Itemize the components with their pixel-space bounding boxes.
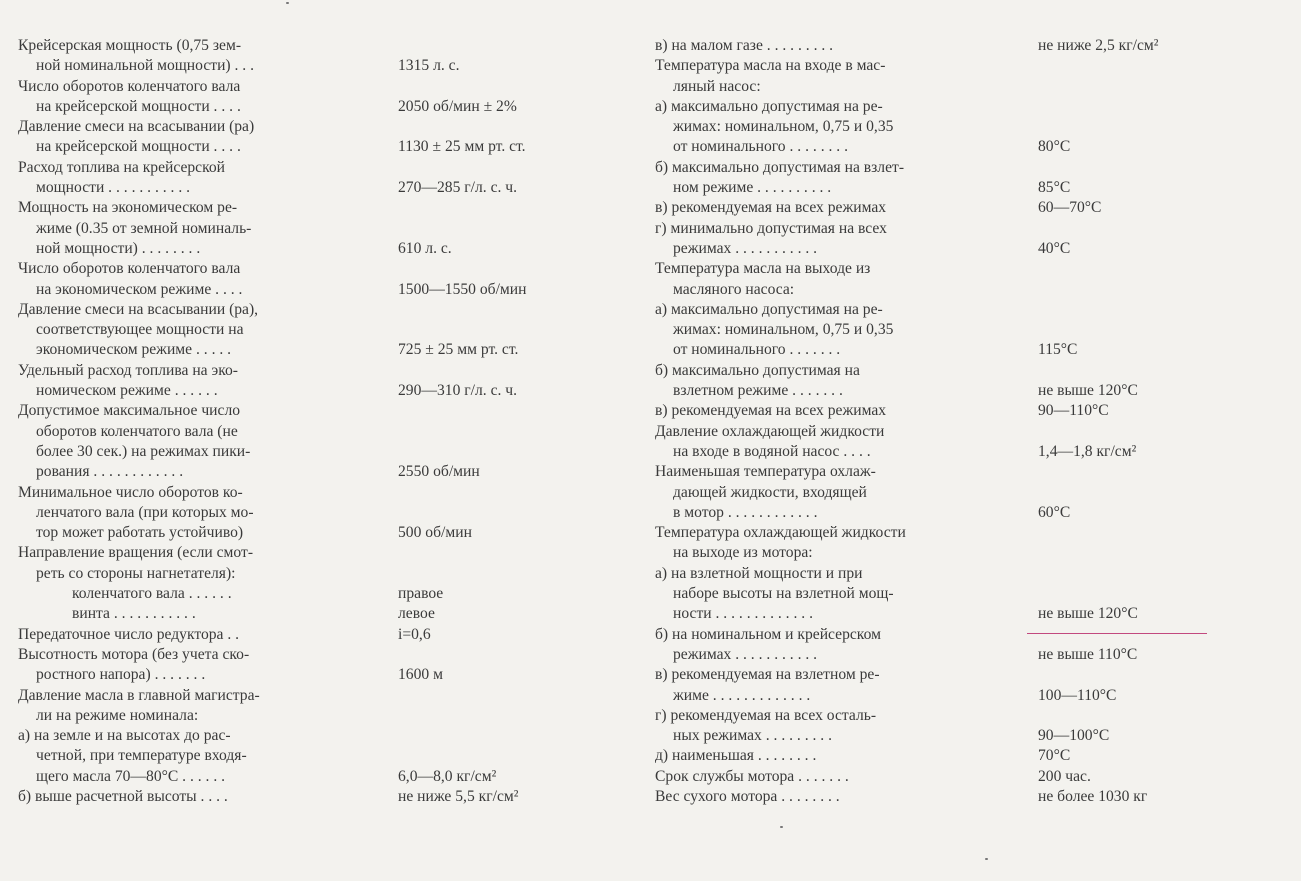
- spec-row: [655, 97, 1275, 117]
- spec-label: в) рекомендуемая на взлетном ре-: [655, 666, 880, 684]
- spec-label: Наименьшая температура охлаж-: [655, 463, 876, 481]
- spec-label: режимах . . . . . . . . . . .: [673, 645, 818, 663]
- spec-value: 1130 ± 25 мм рт. ст.: [398, 138, 526, 156]
- spec-label: Срок службы мотора . . . . . . .: [655, 767, 849, 785]
- spec-label: ном режиме . . . . . . . . . .: [673, 179, 832, 197]
- spec-label: Высотность мотора (без учета ско-: [18, 645, 250, 663]
- spec-label: коленчатого вала . . . . . .: [72, 585, 232, 603]
- spec-label: на входе в водяной насос . . . .: [673, 442, 871, 460]
- spec-row: [18, 36, 618, 56]
- spec-row: [655, 543, 1275, 563]
- spec-value: не выше 120°С: [1038, 382, 1138, 400]
- spec-label: Мощность на экономическом ре-: [18, 199, 238, 217]
- spec-row: [655, 584, 1275, 604]
- spec-row: [655, 442, 1275, 462]
- spec-label: в) рекомендуемая на всех режимах: [655, 199, 887, 217]
- spec-row: [18, 665, 618, 685]
- spec-row: [18, 320, 618, 340]
- spec-value: 40°С: [1038, 239, 1071, 257]
- spec-label: от номинального . . . . . . .: [673, 341, 841, 359]
- spec-row: [18, 503, 618, 523]
- spec-label: б) максимально допустимая на взлет-: [655, 158, 905, 176]
- spec-row: [655, 280, 1275, 300]
- spec-label: ных режимах . . . . . . . . .: [673, 727, 833, 745]
- spec-label: б) максимально допустимая на: [655, 361, 860, 379]
- spec-label: Давление масла в главной магистра-: [18, 686, 260, 704]
- spec-row: [18, 686, 618, 706]
- spec-label: Давление смеси на всасывании (pa): [18, 118, 255, 136]
- spec-row: [18, 259, 618, 279]
- spec-label: жиме (0.35 от земной номиналь-: [36, 219, 252, 237]
- spec-label: на крейсерской мощности . . . .: [36, 97, 241, 115]
- spec-label: Допустимое максимальное число: [18, 402, 241, 420]
- spec-row: [18, 239, 618, 259]
- spec-label: взлетном режиме . . . . . . .: [673, 382, 843, 400]
- spec-value: 80°С: [1038, 138, 1071, 156]
- spec-label: Число оборотов коленчатого вала: [18, 77, 241, 95]
- spec-value: 290—310 г/л. с. ч.: [398, 382, 518, 400]
- spec-label: ной номинальной мощности) . . .: [36, 57, 254, 75]
- spec-label: Вес сухого мотора . . . . . . . .: [655, 787, 840, 805]
- spec-row: [655, 381, 1275, 401]
- spec-row: [655, 787, 1275, 807]
- spec-row: [655, 767, 1275, 787]
- spec-row: [655, 462, 1275, 482]
- spec-row: [18, 77, 618, 97]
- spec-label: экономическом режиме . . . . .: [36, 341, 232, 359]
- spec-label: рования . . . . . . . . . . . .: [36, 463, 184, 481]
- spec-value: не ниже 2,5 кг/см²: [1038, 37, 1159, 54]
- spec-label: в) рекомендуемая на всех режимах: [655, 402, 887, 420]
- spec-label: номическом режиме . . . . . .: [36, 382, 218, 400]
- spec-label: винта . . . . . . . . . . .: [72, 605, 196, 623]
- spec-label: б) на номинальном и крейсерском: [655, 625, 881, 643]
- spec-label: ленчатого вала (при которых мо-: [36, 503, 254, 521]
- spec-row: [655, 503, 1275, 523]
- spec-label: а) максимально допустимая на ре-: [655, 300, 883, 318]
- spec-row: [18, 483, 618, 503]
- spec-value: 85°С: [1038, 179, 1071, 197]
- spec-label: в) на малом газе . . . . . . . . .: [655, 37, 834, 54]
- print-speck: [780, 826, 783, 828]
- spec-label: жиме . . . . . . . . . . . . .: [673, 686, 811, 704]
- spec-value: не ниже 5,5 кг/см²: [398, 787, 519, 805]
- spec-row: [655, 158, 1275, 178]
- spec-row: [18, 462, 618, 482]
- spec-label: Давление смеси на всасывании (pa),: [18, 300, 259, 318]
- spec-row: [18, 625, 618, 645]
- spec-value: 1600 м: [398, 666, 443, 684]
- spec-row: [655, 401, 1275, 421]
- spec-row: [18, 198, 618, 218]
- spec-label: Температура масла на входе в мас-: [655, 57, 886, 75]
- spec-label: Расход топлива на крейсерской: [18, 158, 226, 176]
- spec-value: 60—70°С: [1038, 199, 1102, 217]
- spec-row: [655, 726, 1275, 746]
- spec-value: правое: [398, 585, 444, 603]
- spec-label: щего масла 70—80°С . . . . . .: [36, 767, 226, 785]
- spec-label: жимах: номинальном, 0,75 и 0,35: [673, 118, 894, 136]
- spec-value: 500 об/мин: [398, 524, 472, 542]
- spec-value: не более 1030 кг: [1038, 787, 1148, 805]
- spec-value: 1315 л. с.: [398, 57, 460, 75]
- spec-label: наборе высоты на взлетной мощ-: [673, 585, 894, 603]
- spec-value: 270—285 г/л. с. ч.: [398, 179, 518, 197]
- spec-label: Число оборотов коленчатого вала: [18, 260, 241, 278]
- spec-row: [18, 584, 618, 604]
- spec-row: [655, 604, 1275, 624]
- spec-row: [655, 36, 1275, 56]
- spec-label: г) минимально допустимая на всех: [655, 219, 887, 237]
- spec-label: а) на взлетной мощности и при: [655, 564, 863, 582]
- spec-row: [655, 645, 1275, 665]
- spec-row: [655, 300, 1275, 320]
- spec-row: [18, 178, 618, 198]
- spec-row: [18, 300, 618, 320]
- spec-row: [655, 259, 1275, 279]
- spec-value: 90—110°С: [1038, 402, 1109, 420]
- spec-label: в мотор . . . . . . . . . . . .: [673, 503, 818, 521]
- spec-row: [18, 523, 618, 543]
- spec-label: Давление охлаждающей жидкости: [655, 422, 885, 440]
- spec-label: д) наименьшая . . . . . . . .: [655, 747, 817, 765]
- spec-row: [655, 523, 1275, 543]
- spec-label: Крейсерская мощность (0,75 зем-: [18, 37, 242, 54]
- spec-label: ности . . . . . . . . . . . . .: [673, 605, 813, 623]
- spec-row: [18, 280, 618, 300]
- spec-row: [655, 56, 1275, 76]
- spec-label: а) на земле и на высотах до рас-: [18, 727, 231, 745]
- spec-row: [655, 706, 1275, 726]
- spec-label: г) рекомендуемая на всех осталь-: [655, 706, 877, 724]
- spec-value: не выше 110°С: [1038, 645, 1138, 663]
- spec-row: [18, 746, 618, 766]
- spec-value: 725 ± 25 мм рт. ст.: [398, 341, 519, 359]
- spec-label: Температура масла на выходе из: [655, 260, 871, 278]
- spec-label: Температура охлаждающей жидкости: [655, 524, 906, 542]
- spec-row: [655, 320, 1275, 340]
- spec-label: четной, при температуре входя-: [36, 747, 247, 765]
- spec-value: 610 л. с.: [398, 239, 452, 257]
- spec-row: [18, 219, 618, 239]
- spec-row: [655, 340, 1275, 360]
- spec-row: [18, 604, 618, 624]
- spec-value: 200 час.: [1038, 767, 1091, 785]
- spec-label: от номинального . . . . . . . .: [673, 138, 848, 156]
- spec-label: на экономическом режиме . . . .: [36, 280, 243, 298]
- spec-row: [655, 483, 1275, 503]
- spec-row: [18, 381, 618, 401]
- spec-label: реть со стороны нагнетателя):: [36, 564, 236, 582]
- spec-label: б) выше расчетной высоты . . . .: [18, 787, 228, 805]
- spec-row: [655, 625, 1275, 645]
- spec-value: не выше 120°С: [1038, 605, 1138, 623]
- spec-label: ли на режиме номинала:: [36, 706, 199, 724]
- spec-value: 90—100°С: [1038, 727, 1110, 745]
- spec-value: i=0,6: [398, 625, 431, 643]
- spec-row: [18, 97, 618, 117]
- spec-row: [655, 137, 1275, 157]
- spec-label: режимах . . . . . . . . . . .: [673, 239, 818, 257]
- spec-label: Направление вращения (если смот-: [18, 544, 254, 562]
- spec-row: [655, 219, 1275, 239]
- spec-row: [18, 340, 618, 360]
- spec-label: тор может работать устойчиво): [36, 524, 244, 542]
- spec-row: [18, 787, 618, 807]
- spec-row: [18, 543, 618, 563]
- spec-row: [655, 117, 1275, 137]
- spec-label: масляного насоса:: [673, 280, 795, 298]
- spec-label: ростного напора) . . . . . . .: [36, 666, 206, 684]
- spec-label: ляный насос:: [673, 77, 761, 95]
- spec-row: [18, 137, 618, 157]
- spec-label: жимах: номинальном, 0,75 и 0,35: [673, 321, 894, 339]
- spec-row: [18, 442, 618, 462]
- spec-label: а) максимально допустимая на ре-: [655, 97, 883, 115]
- spec-label: на крейсерской мощности . . . .: [36, 138, 241, 156]
- right-spec-column: [655, 36, 1275, 807]
- spec-row: [655, 686, 1275, 706]
- spec-value: 60°С: [1038, 503, 1071, 521]
- spec-label: дающей жидкости, входящей: [673, 483, 867, 501]
- spec-row: [655, 746, 1275, 766]
- spec-label: оборотов коленчатого вала (не: [36, 422, 238, 440]
- left-spec-column: [18, 36, 618, 807]
- spec-row: [18, 401, 618, 421]
- print-speck: [286, 2, 289, 4]
- spec-value: 2050 об/мин ± 2%: [398, 97, 517, 115]
- spec-row: [18, 158, 618, 178]
- spec-value: 1,4—1,8 кг/см²: [1038, 442, 1137, 460]
- spec-row: [655, 564, 1275, 584]
- print-speck: [985, 858, 988, 860]
- spec-row: [18, 564, 618, 584]
- spec-row: [18, 361, 618, 381]
- spec-row: [655, 198, 1275, 218]
- spec-row: [18, 422, 618, 442]
- spec-label: ной мощности) . . . . . . . .: [36, 239, 201, 257]
- spec-row: [18, 726, 618, 746]
- spec-label: Минимальное число оборотов ко-: [18, 483, 243, 501]
- spec-value: 1500—1550 об/мин: [398, 280, 527, 298]
- spec-row: [655, 178, 1275, 198]
- spec-value: 6,0—8,0 кг/см²: [398, 767, 497, 785]
- spec-row: [655, 422, 1275, 442]
- spec-row: [18, 117, 618, 137]
- spec-value: 70°С: [1038, 747, 1071, 765]
- pen-underline-mark: [1027, 633, 1207, 634]
- spec-label: соответствующее мощности на: [36, 321, 244, 339]
- spec-value: 115°С: [1038, 341, 1078, 359]
- spec-row: [18, 56, 618, 76]
- spec-label: Удельный расход топлива на эко-: [18, 361, 238, 379]
- spec-value: левое: [398, 605, 435, 623]
- spec-label: Передаточное число редуктора . .: [18, 625, 240, 643]
- spec-label: мощности . . . . . . . . . . .: [36, 179, 191, 197]
- spec-value: 100—110°С: [1038, 686, 1117, 704]
- spec-row: [655, 77, 1275, 97]
- spec-row: [655, 665, 1275, 685]
- spec-row: [18, 645, 618, 665]
- spec-row: [655, 239, 1275, 259]
- spec-label: на выходе из мотора:: [673, 544, 813, 562]
- spec-row: [18, 706, 618, 726]
- spec-value: 2550 об/мин: [398, 463, 480, 481]
- spec-label: более 30 сек.) на режимах пики-: [36, 442, 251, 460]
- spec-row: [18, 767, 618, 787]
- spec-row: [655, 361, 1275, 381]
